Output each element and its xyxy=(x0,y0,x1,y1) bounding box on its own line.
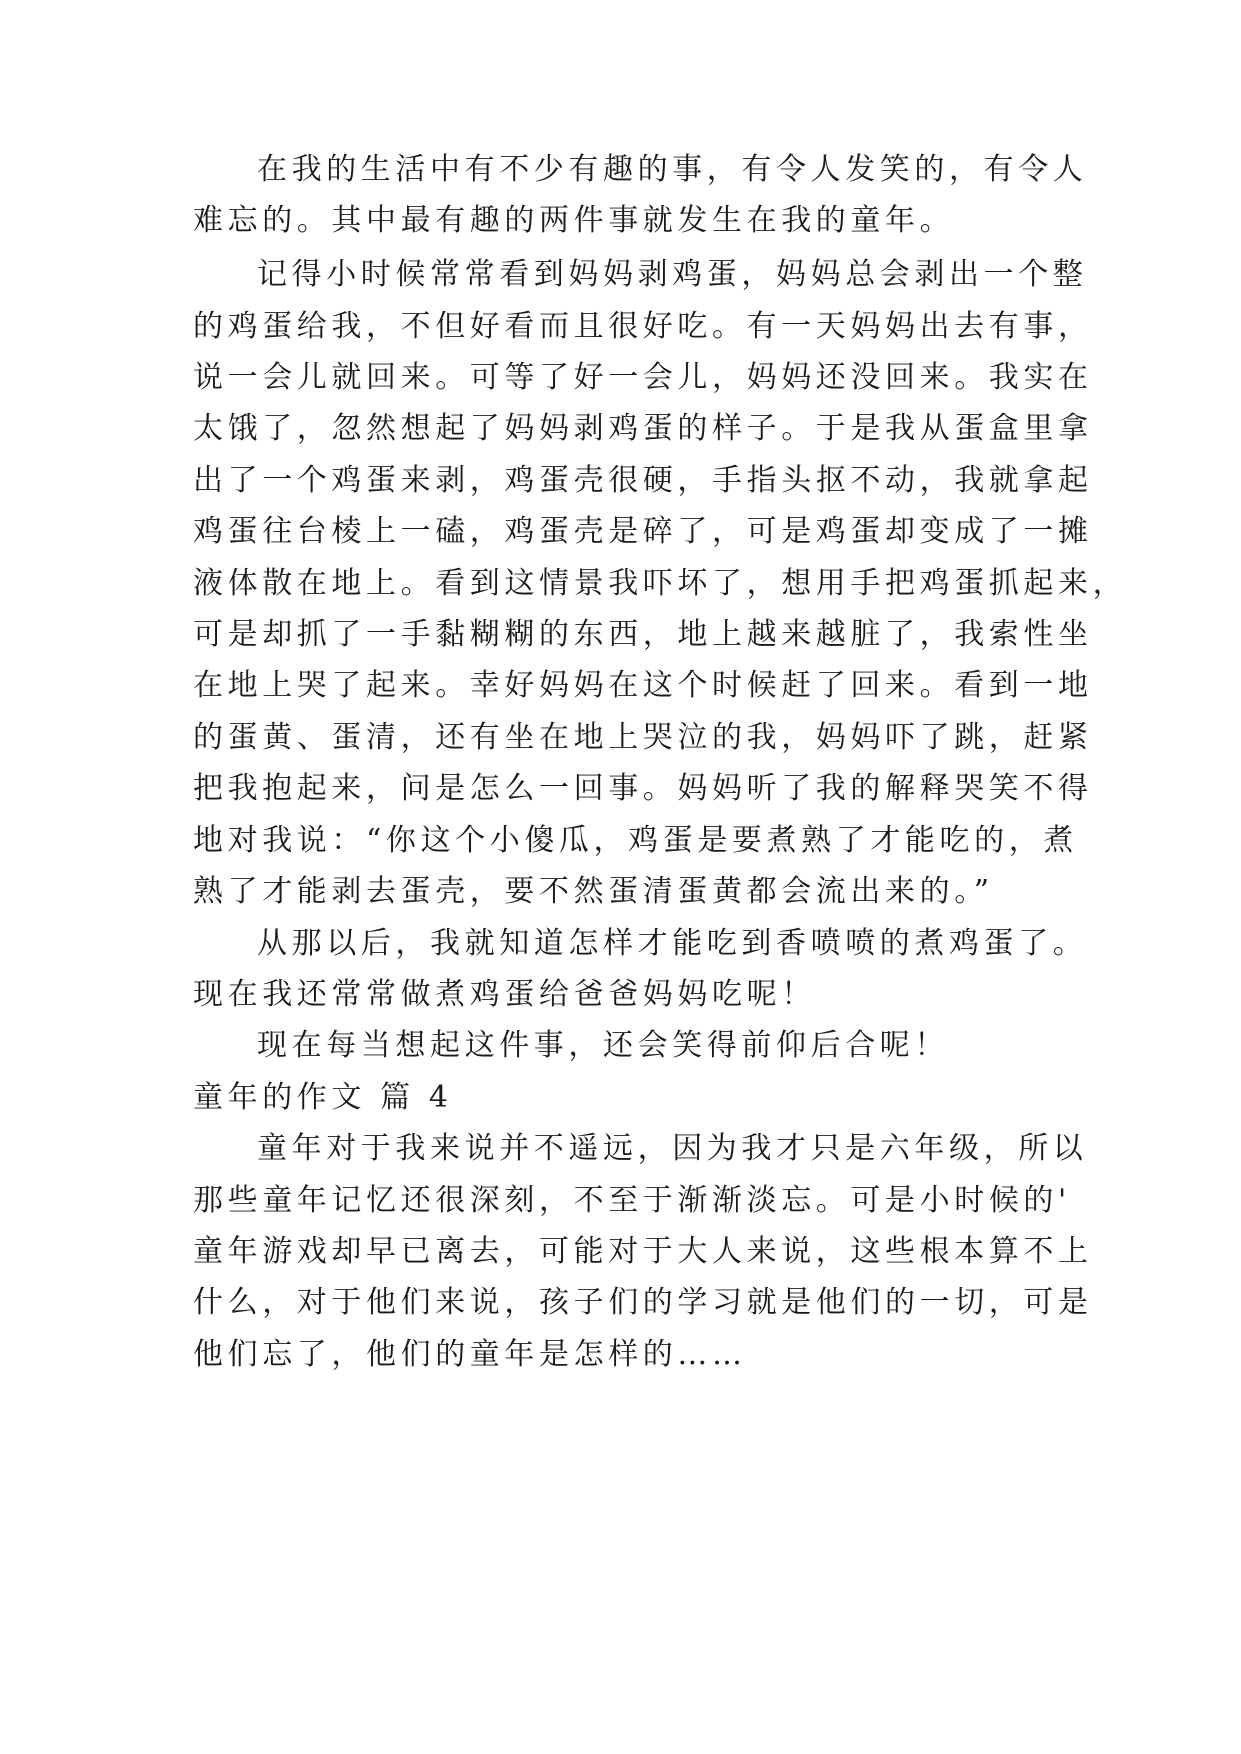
paragraph-2-line-2: 的鸡蛋给我，不但好看而且很好吃。有一天妈妈出去有事， xyxy=(193,309,1093,344)
paragraph-2-line-10: 的蛋黄、蛋清，还有坐在地上哭泣的我，妈妈吓了跳，赶紧 xyxy=(193,720,1093,755)
section-heading: 童年的作文 篇 4 xyxy=(193,1080,453,1115)
paragraph-2-line-3: 说一会儿就回来。可等了好一会儿，妈妈还没回来。我实在 xyxy=(193,360,1093,395)
paragraph-3-line-2: 现在我还常常做煮鸡蛋给爸爸妈妈吃呢！ xyxy=(193,977,816,1012)
paragraph-1-line-2: 难忘的。其中最有趣的两件事就发生在我的童年。 xyxy=(193,203,955,238)
paragraph-2-line-11: 把我抱起来，问是怎么一回事。妈妈听了我的解释哭笑不得 xyxy=(193,771,1093,806)
paragraph-2-line-6: 鸡蛋往台棱上一磕，鸡蛋壳是碎了，可是鸡蛋却变成了一摊 xyxy=(193,514,1093,549)
paragraph-2-line-4: 太饿了，忽然想起了妈妈剥鸡蛋的样子。于是我从蛋盒里拿 xyxy=(193,411,1093,446)
paragraph-2-line-12: 地对我说：“你这个小傻瓜，鸡蛋是要煮熟了才能吃的，煮 xyxy=(193,823,1078,858)
paragraph-5-line-2: 那些童年记忆还很深刻，不至于渐渐淡忘。可是小时候的' xyxy=(193,1183,1071,1218)
paragraph-2-line-1: 记得小时候常常看到妈妈剥鸡蛋，妈妈总会剥出一个整 xyxy=(257,257,1088,292)
paragraph-2-line-9: 在地上哭了起来。幸好妈妈在这个时候赶了回来。看到一地 xyxy=(193,668,1093,703)
paragraph-2-line-7: 液体散在地上。看到这情景我吓坏了，想用手把鸡蛋抓起来， xyxy=(193,566,1128,601)
paragraph-5-line-3: 童年游戏却早已离去，可能对于大人来说，这些根本算不上 xyxy=(193,1234,1093,1269)
paragraph-5-line-5: 他们忘了，他们的童年是怎样的…… xyxy=(193,1337,747,1372)
paragraph-5-line-1: 童年对于我来说并不遥远，因为我才只是六年级，所以 xyxy=(257,1131,1088,1166)
paragraph-2-line-5: 出了一个鸡蛋来剥，鸡蛋壳很硬，手指头抠不动，我就拿起 xyxy=(193,463,1093,498)
paragraph-2-line-8: 可是却抓了一手黏糊糊的东西，地上越来越脏了，我索性坐 xyxy=(193,617,1093,652)
paragraph-5-line-4: 什么，对于他们来说，孩子们的学习就是他们的一切，可是 xyxy=(193,1285,1093,1320)
paragraph-2-line-13: 熟了才能剥去蛋壳，要不然蛋清蛋黄都会流出来的。” xyxy=(193,874,994,909)
paragraph-4-line-1: 现在每当想起这件事，还会笑得前仰后合呢！ xyxy=(257,1028,949,1063)
paragraph-3-line-1: 从那以后，我就知道怎样才能吃到香喷喷的煮鸡蛋了。 xyxy=(257,926,1088,961)
paragraph-1-line-1: 在我的生活中有不少有趣的事，有令人发笑的，有令人 xyxy=(257,152,1088,187)
